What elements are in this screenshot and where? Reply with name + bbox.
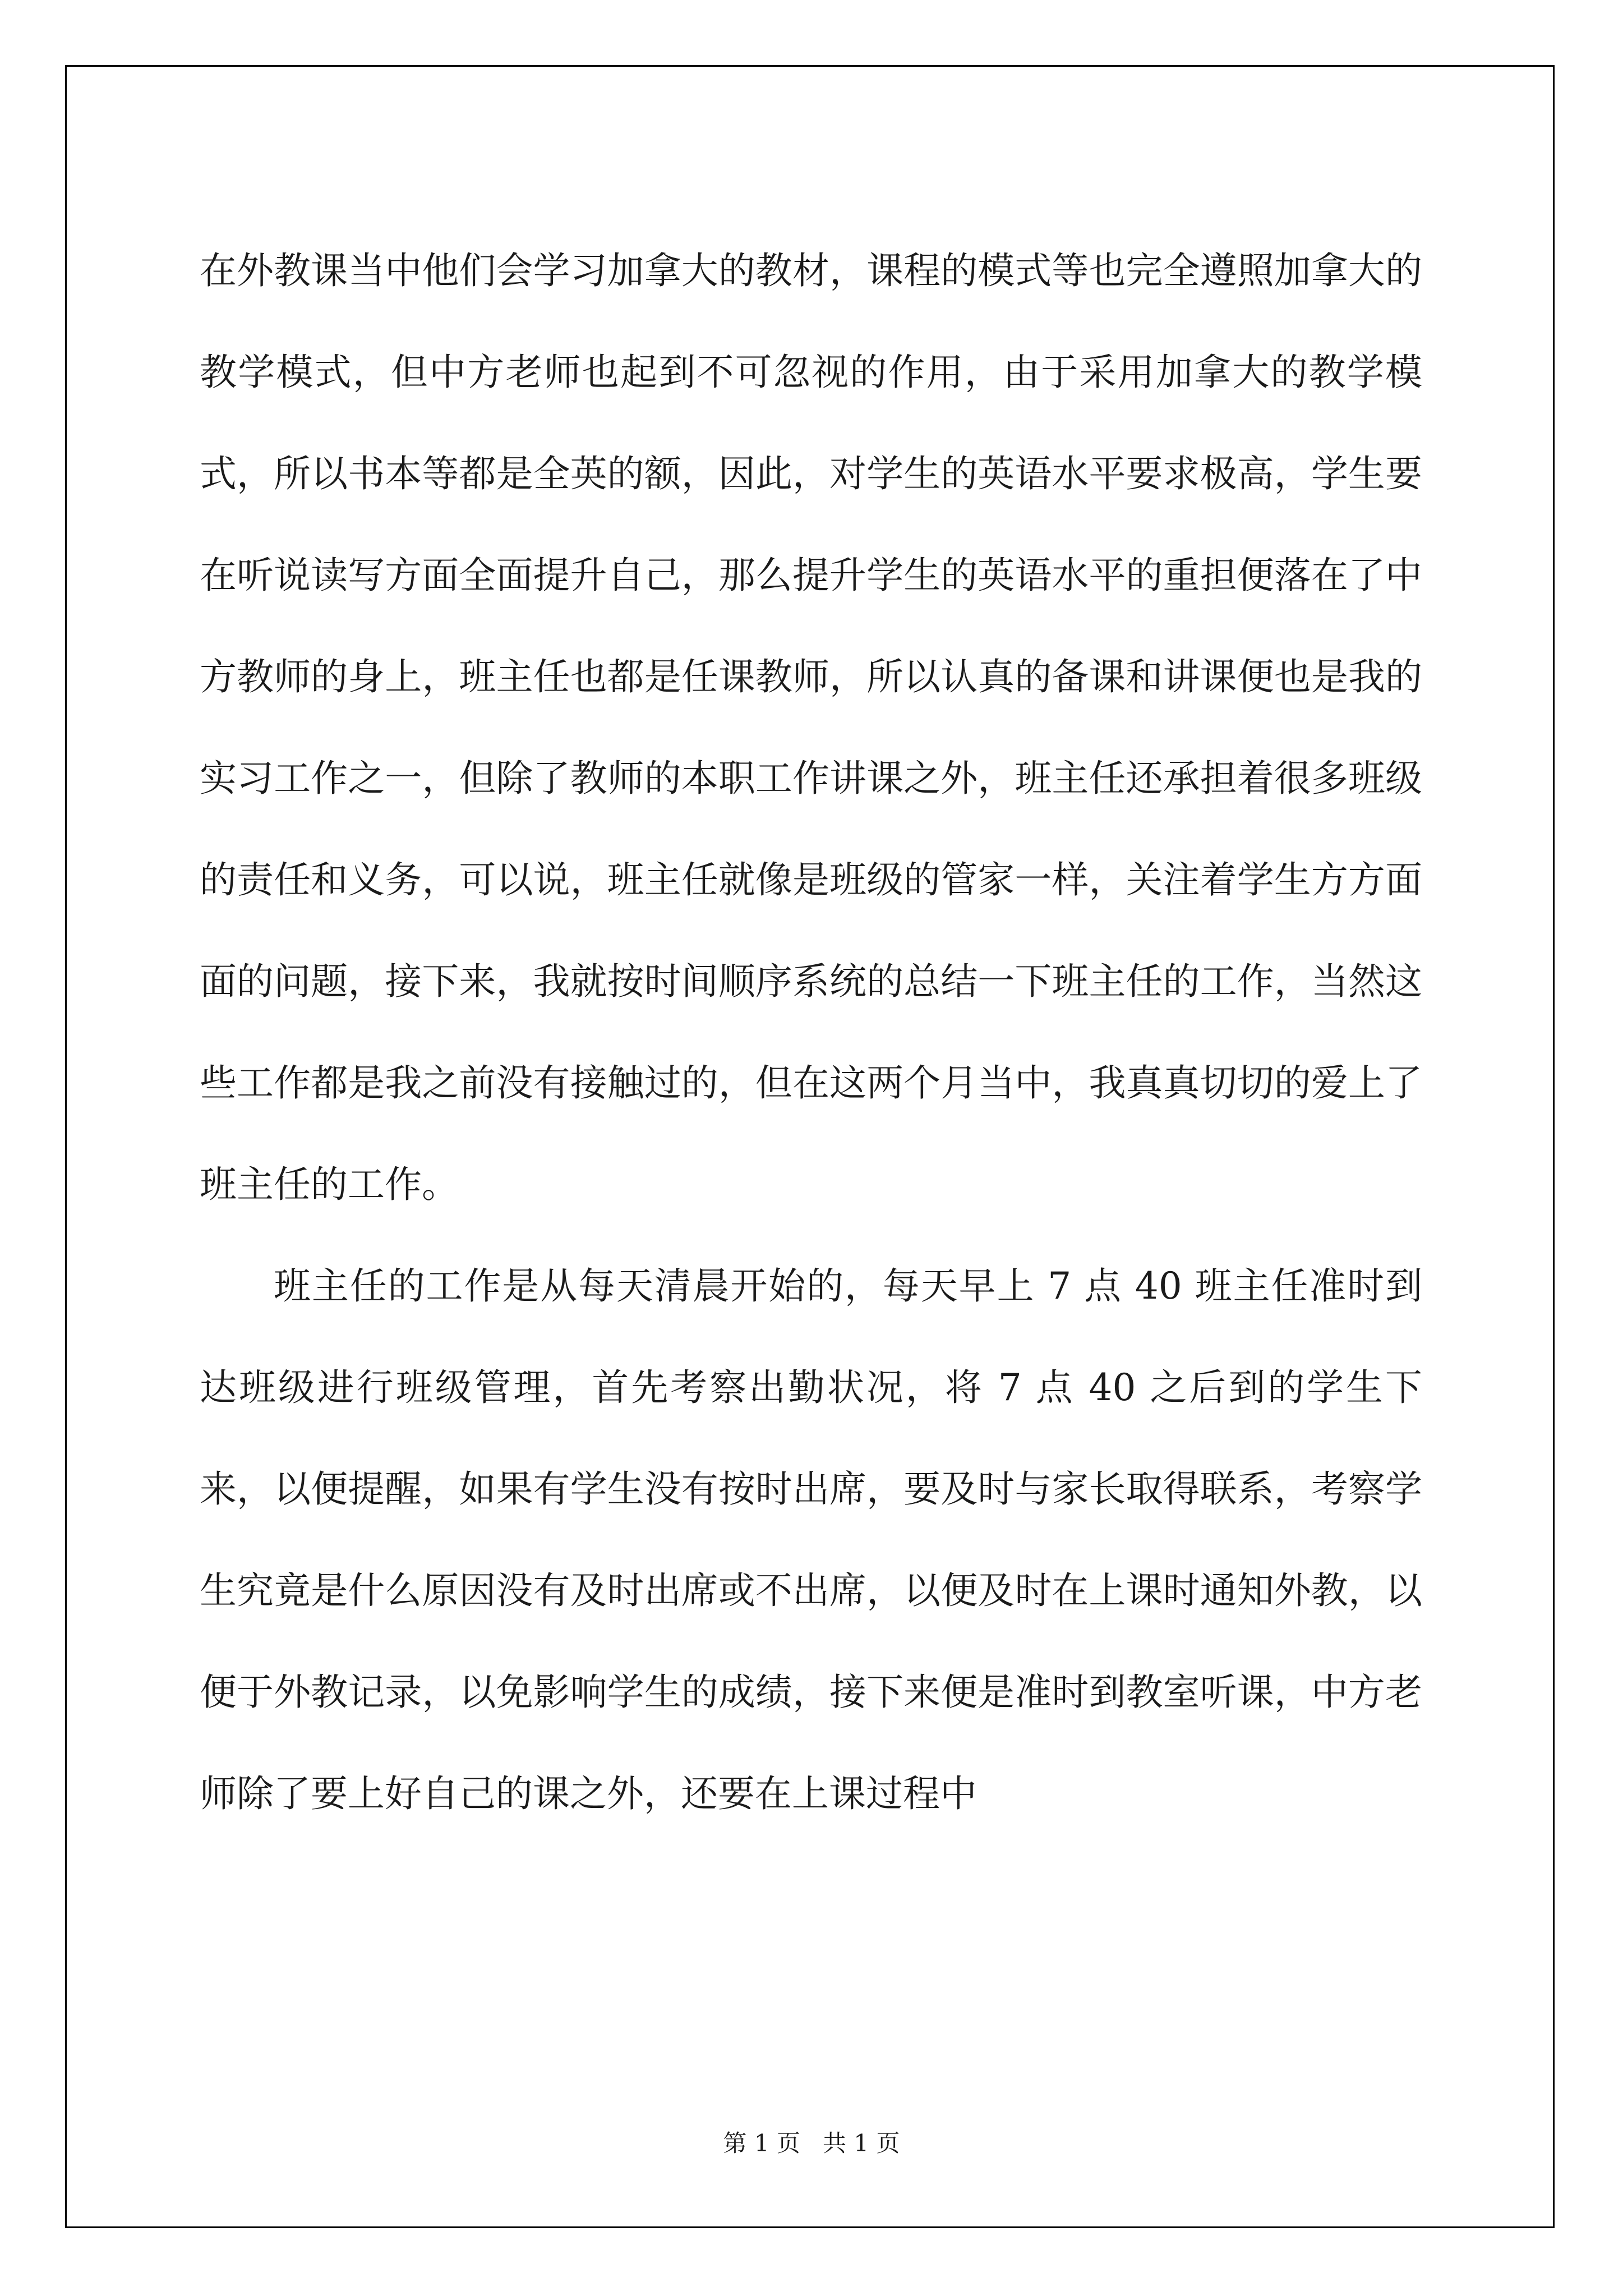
page-footer: 第 1 页 共 1 页 xyxy=(723,2129,900,2157)
paragraph-1: 在外教课当中他们会学习加拿大的教材，课程的模式等也完全遵照加拿大的教学模式，但中方老师也起到不可忽视的作用，由于采用加拿大的教学模式，所以书本等都是全英的额，因此，对学生的英语水平要求极高，学生要在听说读写方面全面提升自己，那么提升学生的英语水平的重担便落在了中方教师的身上，班主任也都是任课教师，所以认真的备课和讲课便也是我的实习工作之一，但除了教师的本职工作讲课之外，班主任还承担着很多班级的责任和义务，可以说，班主任就像是班级的管家一样，关注着学生方方面面的问题，接下来，我就按时间顺序系统的总结一下班主任的工作，当然这些工作都是我之前没有接触过的，但在这两个月当中，我真真切切的爱上了班主任的工作。 xyxy=(200,249,1422,1206)
paragraph-2: 班主任的工作是从每天清晨开始的，每天早上 7 点 40 班主任准时到达班级进行班级管理，首先考察出勤状况，将 7 点 40 之后到的学生下来，以便提醒，如果有学生没有按时出席，要及时与家长取得联系，考察学生究竟是什么原因没有及时出席或不出席，以便及时在上课时通知外教，以便于外教记录，以免影响学生的成绩，接下来便是准时到教室听课，中方老师除了要上好自己的课之外，还要在上课过程中 xyxy=(200,1264,1422,1815)
document-body xyxy=(200,220,1422,1844)
